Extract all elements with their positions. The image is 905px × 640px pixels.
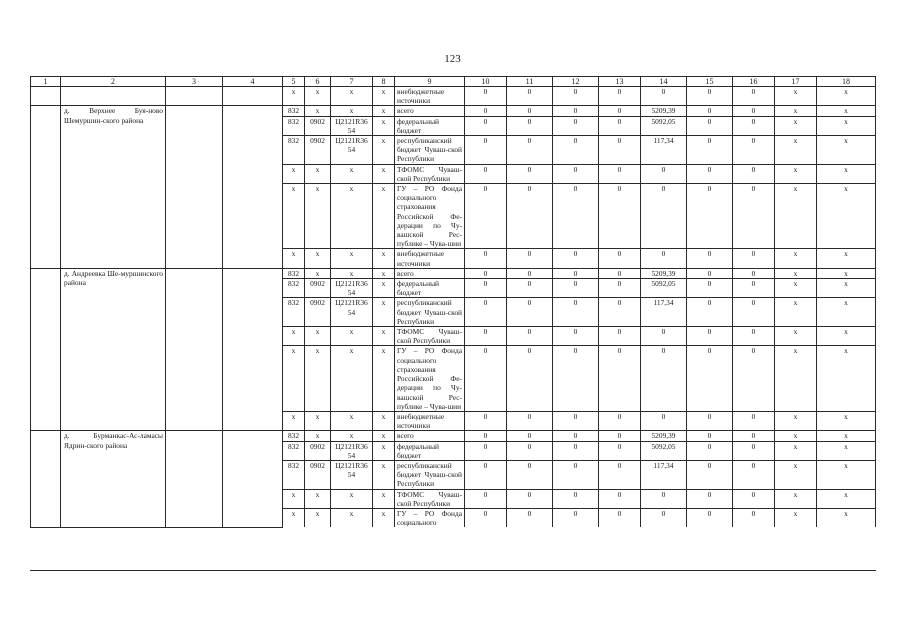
expense-cell: x [373, 346, 395, 411]
value-cell: 0 [465, 460, 507, 489]
table-row [31, 106, 876, 116]
gov-code-cell: 832 [283, 441, 305, 460]
value-cell: 0 [599, 106, 641, 116]
empty-cell [61, 87, 166, 106]
section-cell: x [305, 87, 331, 106]
target-cell: x [331, 508, 373, 527]
value-cell: 0 [507, 460, 553, 489]
column-number: 6 [305, 77, 331, 87]
value-cell: 0 [465, 441, 507, 460]
value-cell: 0 [599, 489, 641, 508]
expense-cell: x [373, 268, 395, 278]
target-cell: Ц2121R36 54 [331, 136, 373, 165]
value-cell: 0 [733, 298, 775, 327]
value-cell: x [775, 431, 817, 441]
value-cell: 0 [553, 87, 599, 106]
expense-cell: x [373, 460, 395, 489]
value-cell: 0 [733, 136, 775, 165]
value-cell: 0 [465, 431, 507, 441]
section-cell: x [305, 268, 331, 278]
value-cell: 117,34 [641, 460, 687, 489]
target-cell: x [331, 431, 373, 441]
gov-code-cell: x [283, 411, 305, 430]
column-number: 11 [507, 77, 553, 87]
value-cell: 0 [507, 508, 553, 527]
value-cell: 0 [733, 184, 775, 249]
column-number: 17 [775, 77, 817, 87]
value-cell: 0 [507, 327, 553, 346]
header-row [31, 77, 876, 87]
section-cell: x [305, 327, 331, 346]
section-cell: 0902 [305, 116, 331, 135]
source-cell: республиканский бюджет Чуваш-ской Республики [395, 298, 465, 327]
col3-cell [166, 431, 223, 528]
source-cell: внебюджетные источники [395, 411, 465, 430]
target-cell: x [331, 346, 373, 411]
target-cell: Ц2121R36 54 [331, 298, 373, 327]
column-number: 9 [395, 77, 465, 87]
source-cell: ГУ – РО Фонда социального страхования Российской Фе-дерации по Чу-вашской Рес-публике – Чува-шии [395, 184, 465, 249]
expense-cell: x [373, 136, 395, 165]
value-cell: x [817, 508, 876, 527]
value-cell: 0 [599, 431, 641, 441]
column-number: 8 [373, 77, 395, 87]
section-cell: x [305, 184, 331, 249]
value-cell: 0 [687, 87, 733, 106]
value-cell: 0 [465, 279, 507, 298]
value-cell: 0 [507, 489, 553, 508]
value-cell: 5092,05 [641, 441, 687, 460]
gov-code-cell: 832 [283, 136, 305, 165]
target-cell: x [331, 327, 373, 346]
value-cell: 0 [599, 87, 641, 106]
value-cell: 0 [507, 431, 553, 441]
section-cell: x [305, 431, 331, 441]
value-cell: 0 [553, 184, 599, 249]
value-cell: 0 [507, 411, 553, 430]
target-cell: Ц2121R36 54 [331, 116, 373, 135]
expense-cell: x [373, 327, 395, 346]
value-cell: 0 [733, 106, 775, 116]
value-cell: 0 [553, 327, 599, 346]
section-cell: 0902 [305, 298, 331, 327]
value-cell: 0 [599, 346, 641, 411]
section-cell: x [305, 489, 331, 508]
column-number: 2 [61, 77, 166, 87]
source-cell: ТФОМС Чуваш-ской Республики [395, 327, 465, 346]
value-cell: 0 [465, 87, 507, 106]
target-cell: Ц2121R36 54 [331, 279, 373, 298]
value-cell: x [817, 298, 876, 327]
value-cell: x [817, 411, 876, 430]
section-cell: 0902 [305, 441, 331, 460]
gov-code-cell: x [283, 508, 305, 527]
value-cell: 0 [465, 346, 507, 411]
value-cell: 0 [507, 184, 553, 249]
value-cell: 0 [507, 116, 553, 135]
value-cell: x [775, 184, 817, 249]
settlement-name: д. Верхнее Буя-ново Шемуршин-ского района [61, 106, 166, 268]
gov-code-cell: x [283, 489, 305, 508]
value-cell: 0 [687, 116, 733, 135]
value-cell: 0 [507, 87, 553, 106]
column-number: 12 [553, 77, 599, 87]
value-cell: 0 [687, 106, 733, 116]
column-number: 10 [465, 77, 507, 87]
expense-cell: x [373, 116, 395, 135]
source-cell: федеральный бюджет [395, 116, 465, 135]
gov-code-cell: 832 [283, 460, 305, 489]
value-cell: 0 [465, 249, 507, 268]
expense-cell: x [373, 279, 395, 298]
value-cell: 0 [687, 441, 733, 460]
source-cell: федеральный бюджет [395, 279, 465, 298]
column-number: 16 [733, 77, 775, 87]
value-cell: 0 [553, 411, 599, 430]
value-cell: 0 [641, 184, 687, 249]
value-cell: 0 [553, 441, 599, 460]
value-cell: 0 [733, 460, 775, 489]
value-cell: 117,34 [641, 136, 687, 165]
expense-cell: x [373, 431, 395, 441]
value-cell: x [775, 249, 817, 268]
value-cell: x [817, 431, 876, 441]
value-cell: 0 [465, 411, 507, 430]
value-cell: 0 [553, 268, 599, 278]
source-cell: федеральный бюджет [395, 441, 465, 460]
target-cell: x [331, 164, 373, 183]
page-number: 123 [444, 53, 461, 65]
value-cell: 0 [553, 460, 599, 489]
source-cell: всего [395, 268, 465, 278]
value-cell: 0 [553, 116, 599, 135]
section-cell: 0902 [305, 279, 331, 298]
value-cell: 0 [687, 346, 733, 411]
expense-cell: x [373, 164, 395, 183]
bottom-rule [30, 570, 876, 571]
target-cell: x [331, 268, 373, 278]
settlement-name: д. Андреевка Ше-муршинского района [61, 268, 166, 430]
col4-cell [223, 106, 283, 268]
value-cell: 0 [507, 268, 553, 278]
value-cell: 0 [687, 298, 733, 327]
value-cell: x [775, 327, 817, 346]
section-cell: x [305, 249, 331, 268]
value-cell: 0 [687, 268, 733, 278]
value-cell: 0 [641, 346, 687, 411]
value-cell: 0 [599, 460, 641, 489]
value-cell: 0 [507, 441, 553, 460]
value-cell: 0 [733, 327, 775, 346]
value-cell: 5209,39 [641, 431, 687, 441]
value-cell: 0 [599, 279, 641, 298]
column-number: 1 [31, 77, 61, 87]
value-cell: 0 [553, 106, 599, 116]
expense-cell: x [373, 411, 395, 430]
table-row [31, 87, 876, 106]
section-cell: x [305, 346, 331, 411]
table-body [31, 77, 876, 528]
value-cell: 0 [507, 298, 553, 327]
value-cell: 0 [733, 441, 775, 460]
value-cell: 0 [599, 327, 641, 346]
col4-cell [223, 431, 283, 528]
value-cell: x [775, 460, 817, 489]
value-cell: x [817, 460, 876, 489]
source-cell: внебюджетные источники [395, 249, 465, 268]
value-cell: x [817, 249, 876, 268]
value-cell: x [817, 136, 876, 165]
gov-code-cell: 832 [283, 431, 305, 441]
source-cell: ТФОМС Чуваш-ской Республики [395, 164, 465, 183]
value-cell: 0 [599, 136, 641, 165]
value-cell: 0 [687, 489, 733, 508]
value-cell: 0 [687, 184, 733, 249]
value-cell: 0 [641, 508, 687, 527]
value-cell: 0 [733, 489, 775, 508]
col1-cell [31, 268, 61, 430]
value-cell: 0 [733, 249, 775, 268]
source-cell: внебюджетные источники [395, 87, 465, 106]
value-cell: 0 [465, 298, 507, 327]
value-cell: 0 [733, 508, 775, 527]
value-cell: x [775, 279, 817, 298]
expense-cell: x [373, 106, 395, 116]
section-cell: x [305, 106, 331, 116]
value-cell: x [817, 268, 876, 278]
value-cell: 0 [599, 116, 641, 135]
expense-cell: x [373, 184, 395, 249]
value-cell: x [775, 87, 817, 106]
value-cell: 0 [599, 249, 641, 268]
gov-code-cell: 832 [283, 116, 305, 135]
value-cell: x [775, 164, 817, 183]
value-cell: 0 [465, 327, 507, 346]
value-cell: x [775, 136, 817, 165]
value-cell: 0 [641, 164, 687, 183]
value-cell: 0 [507, 136, 553, 165]
section-cell: x [305, 508, 331, 527]
col3-cell [166, 268, 223, 430]
target-cell: x [331, 106, 373, 116]
empty-cell [31, 87, 61, 106]
value-cell: 0 [507, 164, 553, 183]
value-cell: 0 [599, 268, 641, 278]
gov-code-cell: x [283, 346, 305, 411]
value-cell: x [775, 489, 817, 508]
value-cell: 0 [553, 346, 599, 411]
expense-cell: x [373, 441, 395, 460]
source-cell: ГУ – РО Фонда социального страхования Российской Фе-дерации по Чу-вашской Рес-публике – Чува-шии [395, 346, 465, 411]
value-cell: 0 [687, 431, 733, 441]
value-cell: x [817, 441, 876, 460]
value-cell: 0 [733, 411, 775, 430]
target-cell: Ц2121R36 54 [331, 441, 373, 460]
source-cell: ГУ – РО Фонда социального [395, 508, 465, 527]
value-cell: x [817, 164, 876, 183]
source-cell: республиканский бюджет Чуваш-ской Республики [395, 460, 465, 489]
value-cell: 0 [553, 508, 599, 527]
value-cell: 0 [553, 249, 599, 268]
value-cell: 0 [687, 136, 733, 165]
source-cell: всего [395, 106, 465, 116]
value-cell: 0 [507, 346, 553, 411]
section-cell: x [305, 411, 331, 430]
value-cell: 0 [733, 431, 775, 441]
value-cell: x [775, 298, 817, 327]
value-cell: x [817, 327, 876, 346]
section-cell: 0902 [305, 460, 331, 489]
gov-code-cell: x [283, 249, 305, 268]
value-cell: 5092,05 [641, 116, 687, 135]
target-cell: x [331, 489, 373, 508]
gov-code-cell: 832 [283, 268, 305, 278]
value-cell: 0 [465, 164, 507, 183]
col4-cell [223, 268, 283, 430]
value-cell: 0 [733, 346, 775, 411]
value-cell: x [775, 116, 817, 135]
value-cell: 0 [687, 460, 733, 489]
value-cell: 0 [641, 327, 687, 346]
value-cell: 0 [687, 164, 733, 183]
table-row [31, 431, 876, 441]
value-cell: 0 [599, 164, 641, 183]
gov-code-cell: x [283, 327, 305, 346]
value-cell: x [817, 184, 876, 249]
gov-code-cell: x [283, 87, 305, 106]
value-cell: 0 [733, 279, 775, 298]
value-cell: x [817, 489, 876, 508]
value-cell: x [775, 268, 817, 278]
expense-cell: x [373, 489, 395, 508]
value-cell: 0 [553, 431, 599, 441]
value-cell: x [817, 279, 876, 298]
value-cell: 0 [465, 136, 507, 165]
value-cell: 0 [733, 268, 775, 278]
value-cell: 117,34 [641, 298, 687, 327]
value-cell: x [817, 87, 876, 106]
expense-cell: x [373, 87, 395, 106]
target-cell: x [331, 184, 373, 249]
col1-cell [31, 431, 61, 528]
value-cell: 0 [553, 489, 599, 508]
value-cell: 0 [641, 489, 687, 508]
source-cell: ТФОМС Чуваш-ской Республики [395, 489, 465, 508]
column-number: 15 [687, 77, 733, 87]
value-cell: 0 [733, 116, 775, 135]
value-cell: x [775, 508, 817, 527]
value-cell: 0 [687, 279, 733, 298]
section-cell: 0902 [305, 136, 331, 165]
value-cell: 0 [465, 116, 507, 135]
value-cell: x [775, 441, 817, 460]
value-cell: 0 [641, 249, 687, 268]
value-cell: 0 [553, 298, 599, 327]
source-cell: всего [395, 431, 465, 441]
value-cell: 0 [687, 411, 733, 430]
value-cell: 0 [465, 106, 507, 116]
gov-code-cell: x [283, 164, 305, 183]
settlement-name: д. Бурманкас-Ас-ламасы Ядрин-ского района [61, 431, 166, 528]
value-cell: 0 [687, 508, 733, 527]
value-cell: 0 [553, 279, 599, 298]
value-cell: 0 [465, 268, 507, 278]
value-cell: 0 [553, 136, 599, 165]
value-cell: 0 [553, 164, 599, 183]
source-cell: республиканский бюджет Чуваш-ской Республики [395, 136, 465, 165]
value-cell: x [775, 411, 817, 430]
value-cell: 0 [599, 411, 641, 430]
empty-cell [223, 87, 283, 106]
value-cell: 0 [733, 164, 775, 183]
column-number: 18 [817, 77, 876, 87]
value-cell: 0 [507, 249, 553, 268]
column-number: 14 [641, 77, 687, 87]
value-cell: 0 [687, 249, 733, 268]
target-cell: Ц2121R36 54 [331, 460, 373, 489]
target-cell: x [331, 411, 373, 430]
value-cell: 0 [465, 489, 507, 508]
expense-cell: x [373, 249, 395, 268]
value-cell: 0 [733, 87, 775, 106]
value-cell: 0 [465, 508, 507, 527]
section-cell: x [305, 164, 331, 183]
expense-cell: x [373, 298, 395, 327]
value-cell: 0 [599, 184, 641, 249]
table-row [31, 268, 876, 278]
column-number: 4 [223, 77, 283, 87]
value-cell: 5209,39 [641, 106, 687, 116]
column-number: 5 [283, 77, 305, 87]
expense-cell: x [373, 508, 395, 527]
gov-code-cell: 832 [283, 298, 305, 327]
column-number: 13 [599, 77, 641, 87]
value-cell: x [775, 106, 817, 116]
value-cell: 0 [641, 87, 687, 106]
target-cell: x [331, 249, 373, 268]
value-cell: x [775, 346, 817, 411]
value-cell: 0 [465, 184, 507, 249]
gov-code-cell: x [283, 184, 305, 249]
value-cell: 0 [507, 106, 553, 116]
column-number: 3 [166, 77, 223, 87]
value-cell: x [817, 106, 876, 116]
gov-code-cell: 832 [283, 106, 305, 116]
value-cell: 0 [599, 508, 641, 527]
value-cell: x [817, 346, 876, 411]
value-cell: 0 [599, 298, 641, 327]
value-cell: 0 [507, 279, 553, 298]
value-cell: 0 [687, 327, 733, 346]
value-cell: 5209,39 [641, 268, 687, 278]
gov-code-cell: 832 [283, 279, 305, 298]
column-number: 7 [331, 77, 373, 87]
value-cell: 5092,05 [641, 279, 687, 298]
value-cell: x [817, 116, 876, 135]
budget-table [30, 76, 876, 528]
col3-cell [166, 106, 223, 268]
value-cell: 0 [641, 411, 687, 430]
empty-cell [166, 87, 223, 106]
value-cell: 0 [599, 441, 641, 460]
target-cell: x [331, 87, 373, 106]
col1-cell [31, 106, 61, 268]
